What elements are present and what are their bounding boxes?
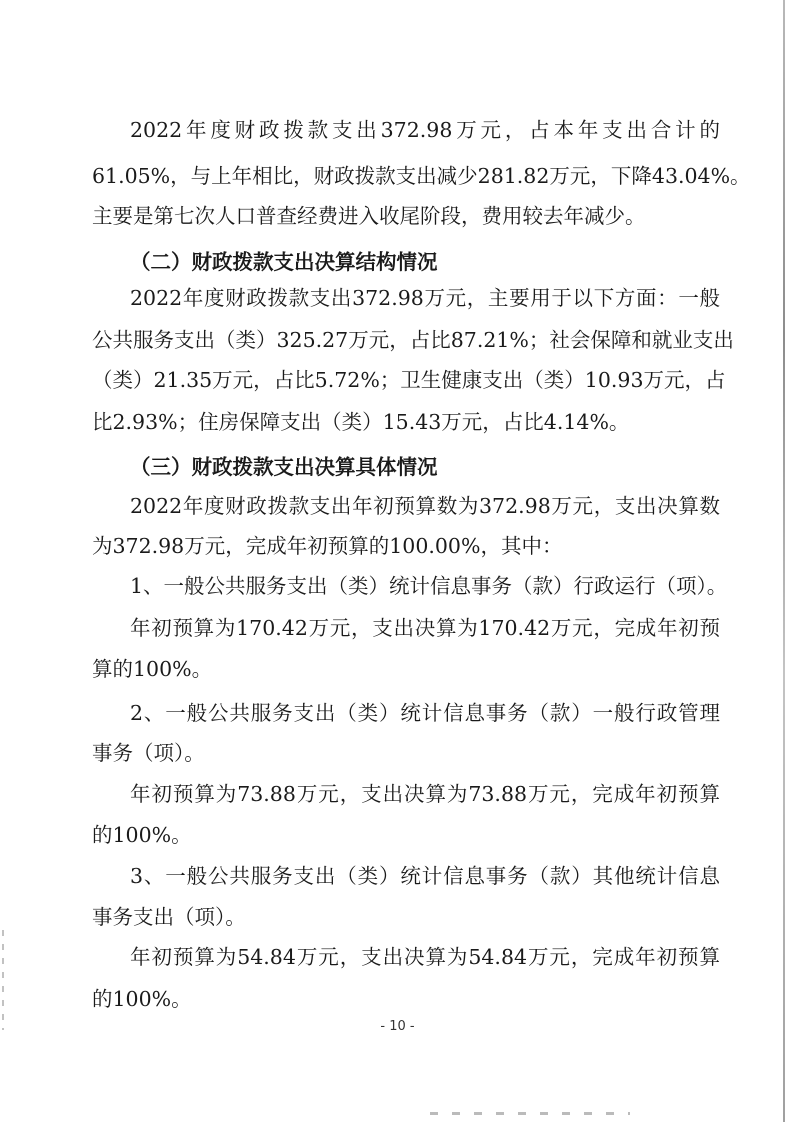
scan-bottom-artifact <box>430 1112 630 1115</box>
list-item-3-title: 3、一般公共服务支出（类）统计信息事务（款）其他统计信息 <box>130 864 720 888</box>
list-item-1-detail: 算的100%。 <box>92 657 213 681</box>
list-item-3-title: 事务支出（项）。 <box>92 905 246 929</box>
list-item-2-detail: 年初预算为73.88万元，支出决算为73.88万元，完成年初预算 <box>130 782 720 806</box>
paragraph-line: 2022年度财政拨款支出372.98万元，占本年支出合计的 <box>130 118 720 142</box>
paragraph-line: 2022年度财政拨款支出年初预算数为372.98万元，支出决算数 <box>130 494 720 518</box>
paragraph-line: 61.05%，与上年相比，财政拨款支出减少281.82万元，下降43.04%。 <box>92 164 751 188</box>
section-heading-2: （二）财政拨款支出决算结构情况 <box>130 250 438 274</box>
paragraph-line: （类）21.35万元，占比5.72%；卫生健康支出（类）10.93万元，占 <box>92 368 726 392</box>
list-item-2-detail: 的100%。 <box>92 823 192 847</box>
paragraph-line: 主要是第七次人口普查经费进入收尾阶段，费用较去年减少。 <box>92 204 646 228</box>
list-item-2-title: 2、一般公共服务支出（类）统计信息事务（款）一般行政管理 <box>130 701 720 725</box>
list-item-2-title: 事务（项）。 <box>92 741 205 765</box>
list-item-1-title: 1、一般公共服务支出（类）统计信息事务（款）行政运行（项）。 <box>130 574 728 598</box>
list-item-3-detail: 年初预算为54.84万元，支出决算为54.84万元，完成年初预算 <box>130 945 720 969</box>
paragraph-line: 公共服务支出（类）325.27万元，占比87.21%；社会保障和就业支出 <box>92 328 734 352</box>
scan-margin-specks <box>2 930 4 1030</box>
paragraph-line: 为372.98万元，完成年初预算的100.00%，其中： <box>92 534 563 558</box>
page-number: - 10 - <box>380 1019 415 1034</box>
scan-edge-line <box>783 0 785 1122</box>
list-item-3-detail: 的100%。 <box>92 987 192 1011</box>
section-heading-3: （三）财政拨款支出决算具体情况 <box>130 455 438 479</box>
paragraph-line: 比2.93%；住房保障支出（类）15.43万元，占比4.14%。 <box>92 410 630 434</box>
paragraph-line: 2022年度财政拨款支出372.98万元，主要用于以下方面：一般 <box>130 286 720 310</box>
list-item-1-detail: 年初预算为170.42万元，支出决算为170.42万元，完成年初预 <box>130 616 720 640</box>
